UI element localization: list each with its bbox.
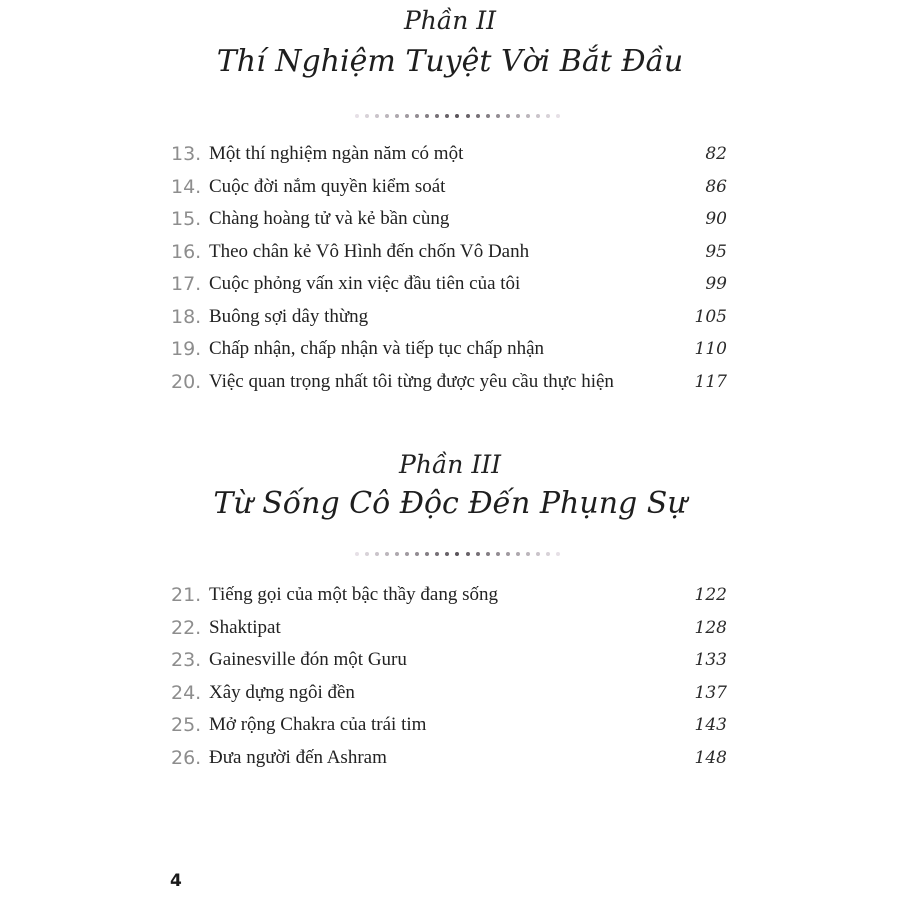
chapter-number: 19. [171, 338, 202, 360]
divider-dot [516, 114, 520, 118]
chapter-number: 15. [171, 208, 202, 230]
chapter-number: 23. [171, 649, 202, 671]
divider-dot [536, 552, 540, 556]
divider-dot [355, 114, 359, 118]
chapter-title: Buông sợi dây thừng [209, 305, 369, 327]
divider-dot [455, 114, 459, 118]
chapter-page: 122 [694, 585, 727, 605]
toc-entry[interactable] [171, 203, 727, 236]
divider-dot [476, 552, 480, 556]
chapter-number: 17. [171, 273, 202, 295]
part-3-toc-list [171, 579, 727, 774]
chapter-title: Gainesville đón một Guru [209, 649, 407, 670]
toc-entry[interactable] [171, 301, 727, 334]
page-number: 4 [170, 871, 182, 891]
chapter-page: 105 [694, 306, 727, 327]
divider-dot [445, 552, 449, 556]
chapter-title: Cuộc đời nắm quyền kiểm soát [209, 175, 446, 197]
part-3-dot-divider [355, 551, 560, 557]
part-3-label: Phần III [399, 450, 501, 479]
divider-dot [415, 114, 419, 118]
chapter-page: 95 [705, 241, 727, 262]
chapter-title: Việc quan trọng nhất tôi từng được yêu cầu thực hiện [209, 370, 614, 392]
part-2-title: Thí Nghiệm Tuyệt Vời Bắt Đầu [216, 44, 684, 79]
divider-dot [526, 114, 530, 118]
divider-dot [506, 114, 510, 118]
chapter-page: 137 [694, 682, 727, 703]
chapter-number: 25. [171, 714, 202, 736]
divider-dot [466, 552, 470, 556]
divider-dot [546, 552, 550, 556]
divider-dot [516, 552, 520, 556]
chapter-number: 24. [171, 681, 202, 704]
toc-entry[interactable] [171, 236, 727, 269]
toc-entry[interactable] [171, 709, 727, 742]
chapter-number: 13. [171, 143, 202, 165]
part-3-title: Từ Sống Cô Độc Đến Phụng Sự [213, 486, 687, 521]
divider-dot [455, 552, 459, 556]
chapter-page: 117 [694, 371, 727, 392]
toc-entry[interactable] [171, 677, 727, 710]
chapter-page: 86 [705, 176, 727, 197]
divider-dot [415, 552, 419, 556]
chapter-number: 21. [171, 584, 202, 606]
chapter-title: Tiếng gọi của một bậc thầy đang sống [209, 584, 499, 605]
chapter-title: Chấp nhận, chấp nhận và tiếp tục chấp nhận [209, 338, 545, 359]
part-2-dot-divider [355, 113, 560, 119]
divider-dot [476, 114, 480, 118]
chapter-page: 148 [694, 747, 727, 768]
toc-entry[interactable] [171, 333, 727, 366]
divider-dot [466, 114, 470, 118]
divider-dot [385, 552, 389, 556]
divider-dot [496, 552, 500, 556]
chapter-page: 133 [694, 650, 727, 670]
chapter-title: Một thí nghiệm ngàn năm có một [209, 143, 464, 164]
chapter-number: 22. [171, 616, 202, 639]
divider-dot [536, 114, 540, 118]
divider-dot [365, 552, 369, 556]
divider-dot [435, 114, 439, 118]
toc-entry[interactable] [171, 268, 727, 301]
chapter-page: 82 [705, 144, 727, 164]
toc-entry[interactable] [171, 171, 727, 204]
chapter-title: Chàng hoàng tử và kẻ bần cùng [209, 208, 450, 229]
chapter-number: 20. [171, 370, 202, 393]
chapter-page: 110 [694, 339, 727, 359]
divider-dot [445, 114, 449, 118]
part-2-toc-list [171, 138, 727, 398]
divider-dot [355, 552, 359, 556]
chapter-page: 128 [694, 617, 727, 638]
divider-dot [385, 114, 389, 118]
chapter-title: Xây dựng ngôi đền [209, 681, 355, 703]
chapter-number: 26. [171, 746, 202, 769]
chapter-title: Mở rộng Chakra của trái tim [209, 714, 427, 735]
divider-dot [395, 114, 399, 118]
chapter-page: 143 [694, 715, 727, 735]
chapter-page: 90 [705, 209, 727, 229]
part-2-label: Phần II [403, 6, 497, 35]
divider-dot [395, 552, 399, 556]
chapter-title: Shaktipat [209, 616, 281, 638]
chapter-number: 16. [171, 240, 202, 263]
chapter-title: Theo chân kẻ Vô Hình đến chốn Vô Danh [209, 240, 530, 262]
divider-dot [425, 552, 429, 556]
divider-dot [375, 114, 379, 118]
divider-dot [546, 114, 550, 118]
chapter-title: Đưa người đến Ashram [209, 746, 387, 768]
divider-dot [486, 552, 490, 556]
divider-dot [405, 552, 409, 556]
toc-entry[interactable] [171, 138, 727, 171]
chapter-title: Cuộc phỏng vấn xin việc đầu tiên của tôi [209, 273, 521, 294]
toc-entry[interactable] [171, 579, 727, 612]
toc-entry[interactable] [171, 366, 727, 399]
divider-dot [486, 114, 490, 118]
divider-dot [435, 552, 439, 556]
divider-dot [375, 552, 379, 556]
divider-dot [506, 552, 510, 556]
divider-dot [365, 114, 369, 118]
divider-dot [405, 114, 409, 118]
chapter-number: 14. [171, 175, 202, 198]
chapter-number: 18. [171, 305, 202, 328]
divider-dot [425, 114, 429, 118]
chapter-page: 99 [705, 274, 727, 294]
divider-dot [496, 114, 500, 118]
divider-dot [556, 552, 560, 556]
toc-entry[interactable] [171, 612, 727, 645]
toc-entry[interactable] [171, 644, 727, 677]
divider-dot [556, 114, 560, 118]
toc-entry[interactable] [171, 742, 727, 775]
divider-dot [526, 552, 530, 556]
